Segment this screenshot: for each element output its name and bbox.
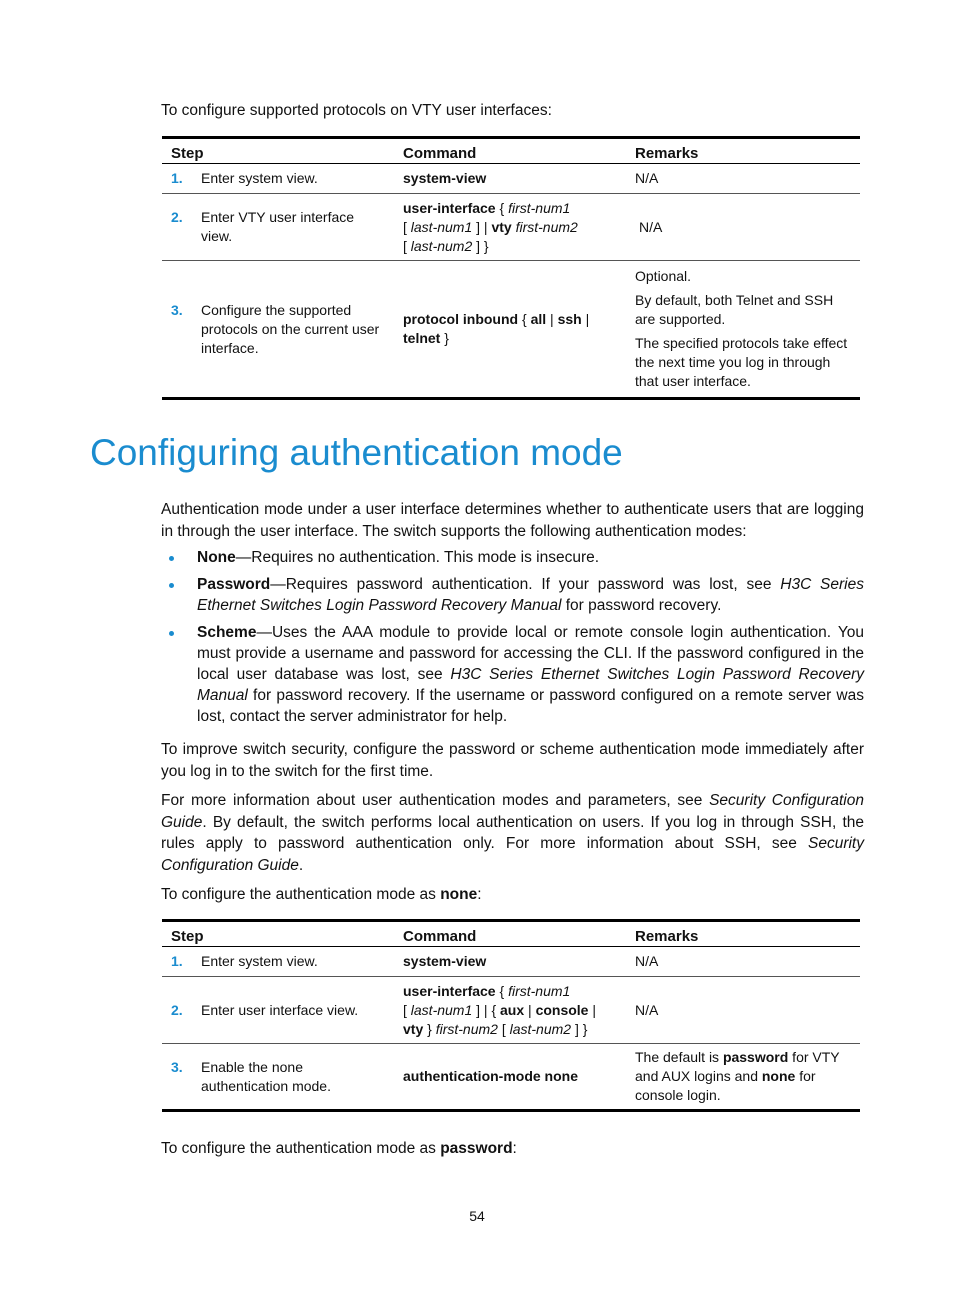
text: For more information about user authentication modes and parameters, see bbox=[161, 792, 710, 809]
remarks-cell bbox=[626, 194, 860, 261]
step-number: 3. bbox=[171, 301, 183, 318]
table-header-row bbox=[162, 138, 860, 164]
list-item bbox=[161, 574, 864, 616]
command-cell: user-interface { first-num1 [ last-num1 ] | vty first-num2 [ last-num2 ] } bbox=[394, 194, 626, 261]
term-password-desc-end: for password recovery. bbox=[561, 597, 722, 614]
step-number: 1. bbox=[171, 170, 183, 186]
command-cell: user-interface { first-num1 [ last-num1 ] | { aux | console | vty } first-num2 [ last-num2 ] } bbox=[394, 977, 626, 1044]
term-scheme-desc-end: for password recovery. If the username or password configured on a remote server was lost, contact the server administrator for help. bbox=[197, 687, 864, 725]
list-item bbox=[161, 622, 864, 727]
text: . bbox=[298, 856, 304, 874]
step-cell bbox=[162, 164, 394, 194]
text: To configure the authentication mode as bbox=[161, 886, 441, 903]
header-step: Step bbox=[162, 921, 394, 947]
header-remarks: Remarks bbox=[626, 921, 860, 947]
step-cell bbox=[162, 194, 394, 261]
security-paragraph: To improve switch security, configure the password or scheme authentication mode immediately after you log in to the switch for the first time. bbox=[161, 741, 864, 780]
table3-intro bbox=[161, 1138, 864, 1160]
header-remarks: Remarks bbox=[626, 138, 860, 164]
step-text: Enter system view. bbox=[201, 953, 318, 969]
command-cell: system-view bbox=[394, 164, 626, 194]
remarks-cell: N/A bbox=[626, 947, 860, 977]
table-row bbox=[162, 164, 860, 194]
remarks-cell bbox=[626, 261, 860, 399]
step-text: Configure the supported protocols on the current user interface. bbox=[201, 301, 380, 356]
table-header-row bbox=[162, 921, 860, 947]
step-number: 2. bbox=[171, 1001, 183, 1018]
section-heading: Configuring authentication mode bbox=[90, 432, 623, 473]
remarks-effect: The specified protocols take effect the next time you log in through that user interface. bbox=[635, 335, 848, 389]
text: : bbox=[477, 886, 482, 903]
remarks-cell bbox=[626, 1044, 860, 1111]
step-cell bbox=[162, 261, 394, 399]
manual-reference: H3C Series Ethernet Switches Login Password Recovery Manual bbox=[197, 666, 864, 704]
step-text: Enable the none authentication mode. bbox=[201, 1058, 331, 1094]
keyword: password bbox=[722, 1049, 789, 1065]
keyword: none bbox=[761, 1068, 796, 1084]
keyword: password bbox=[440, 1140, 513, 1157]
term-none: None bbox=[197, 549, 236, 566]
protocol-table bbox=[162, 136, 860, 400]
step-text: Enter VTY user interface view. bbox=[201, 209, 355, 244]
command-cell: protocol inbound { all | ssh | telnet } bbox=[394, 261, 626, 399]
header-step: Step bbox=[162, 138, 394, 164]
text: : bbox=[512, 1140, 517, 1157]
step-number: 1. bbox=[171, 953, 183, 969]
step-cell bbox=[162, 977, 394, 1044]
term-scheme-desc: —Uses the AAA module to provide local or remote console login authentication. You must provide a username and password for accessing the CLI. If the password configured in the local user database was lost, see bbox=[197, 624, 864, 683]
table-row bbox=[162, 947, 860, 977]
text: To configure the authentication mode as bbox=[161, 1140, 441, 1157]
header-command: Command bbox=[394, 921, 626, 947]
step-number: 3. bbox=[171, 1058, 183, 1075]
remarks-cell: N/A bbox=[626, 977, 860, 1044]
manual-reference: H3C Series Ethernet Switches Login Password Recovery Manual bbox=[197, 576, 864, 614]
step-cell bbox=[162, 947, 394, 977]
term-password: Password bbox=[197, 576, 271, 593]
remarks-optional: Optional. bbox=[635, 268, 692, 284]
table-row bbox=[162, 261, 860, 399]
page-number: 54 bbox=[469, 1208, 485, 1224]
more-info-paragraph bbox=[161, 790, 864, 876]
command-cell: authentication-mode none bbox=[394, 1044, 626, 1111]
table-row bbox=[162, 194, 860, 261]
remarks-text: N/A bbox=[639, 218, 663, 235]
text: The default is bbox=[635, 1049, 723, 1065]
term-scheme: Scheme bbox=[197, 624, 257, 641]
table2-intro bbox=[161, 884, 864, 906]
auth-none-table bbox=[162, 919, 860, 1112]
table1-intro: To configure supported protocols on VTY user interfaces: bbox=[161, 102, 552, 119]
guide-reference: Security Configuration Guide bbox=[161, 835, 864, 874]
step-text: Enter system view. bbox=[201, 170, 318, 186]
guide-reference: Security Configuration Guide bbox=[161, 792, 864, 831]
keyword: none bbox=[440, 886, 478, 903]
step-number: 2. bbox=[171, 209, 183, 225]
table-row bbox=[162, 1044, 860, 1111]
auth-mode-list bbox=[161, 547, 864, 733]
term-password-desc: —Requires password authentication. If your password was lost, see bbox=[270, 576, 781, 593]
remarks-default: By default, both Telnet and SSH are supported. bbox=[635, 292, 834, 327]
command-cell: system-view bbox=[394, 947, 626, 977]
auth-intro-paragraph: Authentication mode under a user interface determines whether to authenticate users that are logging in through the user interface. The switch supports the following authentication modes: bbox=[161, 501, 864, 540]
step-cell bbox=[162, 1044, 394, 1111]
remarks-cell: N/A bbox=[626, 164, 860, 194]
step-text: Enter user interface view. bbox=[201, 1001, 359, 1018]
text: for VTY and AUX logins and bbox=[635, 1049, 840, 1084]
list-item bbox=[161, 547, 864, 568]
term-none-desc: —Requires no authentication. This mode is insecure. bbox=[235, 549, 600, 566]
text: for console login. bbox=[635, 1068, 816, 1103]
header-command: Command bbox=[394, 138, 626, 164]
text: . By default, the switch performs local authentication on users. If you log in through SSH, the rules apply to password authentication only. For more information about SSH, see bbox=[161, 813, 864, 852]
table-row bbox=[162, 977, 860, 1044]
